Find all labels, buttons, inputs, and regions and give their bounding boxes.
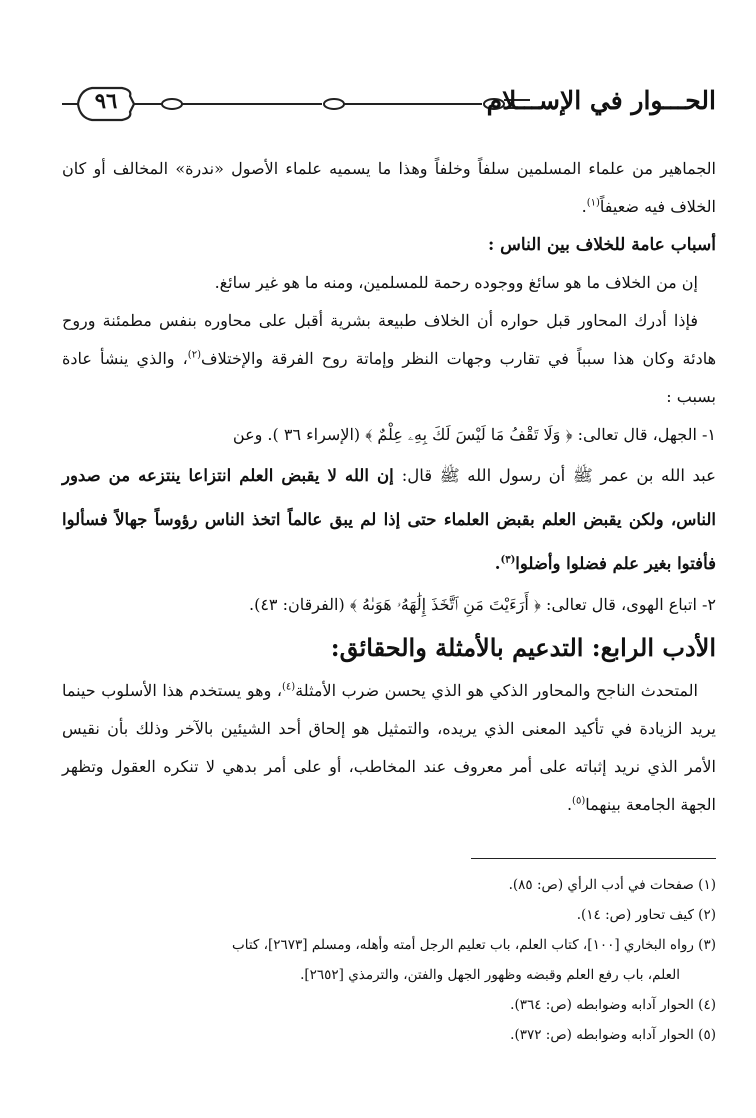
footnote-item: (٣) رواه البخاري [١٠٠]، كتاب العلم، باب تعليم الرجل أمته وأهله، ومسلم [٢٦٧٣]، كتاب [232, 937, 716, 953]
footnote-item: (٤) الحوار آدابه وضوابطه (ص: ٣٦٤). [510, 997, 716, 1013]
footnote-ref: (١) [586, 197, 600, 209]
footnote-ref: (٥) [572, 795, 586, 807]
footnote-item: (١) صفحات في أدب الرأي (ص: ٨٥). [508, 877, 716, 893]
footnote-item: (٢) كيف تحاور (ص: ١٤). [576, 907, 716, 923]
cause-item-2: ٢- اتباع الهوى، قال تعالى: ﴿ أَرَءَيْتَ مَنِ ٱتَّخَذَ إِلَٰهَهُۥ هَوَىٰهُ ﴾ (الفرقان: ٤٣). [248, 595, 716, 614]
footnote-item: العلم، باب رفع العلم وقبضه وظهور الجهل والفتن، والترمذي [٢٦٥٢]. [300, 967, 680, 983]
cause-item-1: ١- الجهل، قال تعالى: ﴿ وَلَا تَقْفُ مَا لَيْسَ لَكَ بِهِۦ عِلْمٌ ﴾ (الإسراء ٣٦ ). وعن [232, 425, 716, 444]
running-title: الحـــوار في الإســـلام [486, 86, 716, 115]
footnote-ref: (٣) [500, 554, 516, 566]
page-header [62, 78, 716, 128]
paragraph-1: الجماهير من علماء المسلمين سلفاً وخلفاً وهذا ما يسميه علماء الأصول «ندرة» المخالف أو كان الخلاف فيه ضعيفاً$^{(١)}$. [62, 159, 716, 216]
paragraph-2: إن من الخلاف ما هو سائغ ووجوده رحمة للمسلمين، ومنه ما هو غير سائغ. [214, 273, 698, 292]
footnote-divider [471, 858, 716, 859]
main-text [62, 150, 716, 824]
hadith-quote: عبد الله بن عمر ﷺ أن رسول الله ﷺ قال: إن الله لا يقبض العلم انتزاعا ينتزعه من صدور الناس، ولكن يقبض العلم بقبض العلماء حتى إذا لم يبق عالماً اتخذ الناس رؤوساً جهالاً فسألوا فأفتوا بغير علم فضلوا وأضلوا$^{(٣)}$. [62, 466, 717, 573]
section-title: الأدب الرابع: التدعيم بالأمثلة والحقائق: [330, 633, 716, 662]
page-number: ٩٦ [94, 88, 118, 113]
footnote-ref: (٢) [187, 349, 201, 361]
footnote-item: (٥) الحوار آدابه وضوابطه (ص: ٣٧٢). [510, 1027, 716, 1043]
paragraph-3: فإذا أدرك المحاور قبل حواره أن الخلاف طبيعة بشرية أقبل على محاوره بنفس مطمئنة وروح هادئة وكان هذا سبباً في تقارب وجهات النظر وإماتة روح الفرقة والإختلاف$^{(٢)}$، والذي ينشأ عادة بسبب : [62, 311, 717, 406]
footnotes [62, 870, 716, 1050]
footnote-ref: (٤) [282, 681, 296, 693]
subheading: أسباب عامة للخلاف بين الناس : [487, 235, 716, 255]
paragraph-4: المتحدث الناجح والمحاور الذكي هو الذي يحسن ضرب الأمثلة$^{(٤)}$، وهو يستخدم هذا الأسلوب حينما يريد الزيادة في تأكيد المعنى الذي يريده، والتمثيل هو إلحاق أحد الشيئين بالآخر وذلك بأن نقيس الأمر الذي نريد إثباته على أمر معروف عند المخاطب، أو على أمر بدهي لا تنكره العقول وتظهر الجهة الجامعة بينهما$^{(٥)}$. [62, 681, 716, 814]
